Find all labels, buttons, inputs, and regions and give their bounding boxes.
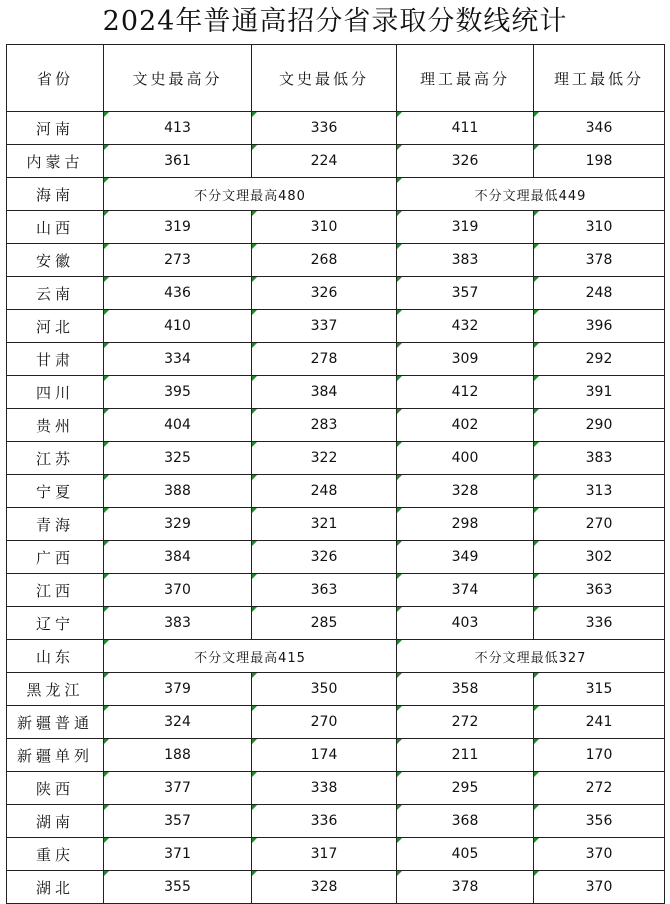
sci-min-cell: 383	[534, 442, 665, 475]
arts-min-cell: 384	[252, 376, 397, 409]
arts-max-cell: 379	[104, 673, 252, 706]
arts-max-cell: 371	[104, 838, 252, 871]
arts-max-cell: 188	[104, 739, 252, 772]
table-row	[7, 178, 665, 211]
arts-max-cell: 413	[104, 112, 252, 145]
arts-min-cell: 268	[252, 244, 397, 277]
header-sci-min: 理工最低分	[534, 45, 665, 112]
table-row	[7, 310, 665, 343]
sci-min-cell: 315	[534, 673, 665, 706]
arts-max-cell: 334	[104, 343, 252, 376]
province-cell: 江苏	[7, 442, 104, 475]
arts-min-cell: 338	[252, 772, 397, 805]
arts-max-cell: 357	[104, 805, 252, 838]
arts-max-cell: 410	[104, 310, 252, 343]
sci-max-cell: 432	[397, 310, 534, 343]
sci-max-cell: 368	[397, 805, 534, 838]
arts-max-cell: 384	[104, 541, 252, 574]
table-row	[7, 211, 665, 244]
province-cell: 青海	[7, 508, 104, 541]
table-row	[7, 343, 665, 376]
header-arts-max: 文史最高分	[104, 45, 252, 112]
sci-min-cell: 391	[534, 376, 665, 409]
merged-max-cell: 不分文理最高415	[104, 640, 397, 673]
merged-min-cell: 不分文理最低327	[397, 640, 665, 673]
header-province: 省份	[7, 45, 104, 112]
arts-min-cell: 278	[252, 343, 397, 376]
province-cell: 黑龙江	[7, 673, 104, 706]
table-row	[7, 409, 665, 442]
province-cell: 宁夏	[7, 475, 104, 508]
table-row	[7, 442, 665, 475]
arts-max-cell: 329	[104, 508, 252, 541]
province-cell: 重庆	[7, 838, 104, 871]
table-row	[7, 772, 665, 805]
sci-min-cell: 292	[534, 343, 665, 376]
sci-max-cell: 328	[397, 475, 534, 508]
arts-max-cell: 319	[104, 211, 252, 244]
sci-max-cell: 378	[397, 871, 534, 904]
arts-max-cell: 325	[104, 442, 252, 475]
province-cell: 山西	[7, 211, 104, 244]
header-row	[7, 45, 665, 112]
sci-max-cell: 402	[397, 409, 534, 442]
merged-min-cell: 不分文理最低449	[397, 178, 665, 211]
arts-min-cell: 224	[252, 145, 397, 178]
table-row	[7, 706, 665, 739]
province-cell: 甘肃	[7, 343, 104, 376]
sci-min-cell: 198	[534, 145, 665, 178]
arts-min-cell: 363	[252, 574, 397, 607]
header-sci-max: 理工最高分	[397, 45, 534, 112]
sci-max-cell: 295	[397, 772, 534, 805]
sci-min-cell: 290	[534, 409, 665, 442]
province-cell: 安徽	[7, 244, 104, 277]
sci-max-cell: 211	[397, 739, 534, 772]
sci-min-cell: 396	[534, 310, 665, 343]
arts-max-cell: 383	[104, 607, 252, 640]
table-row	[7, 244, 665, 277]
sci-max-cell: 383	[397, 244, 534, 277]
sci-max-cell: 403	[397, 607, 534, 640]
province-cell: 陕西	[7, 772, 104, 805]
sci-max-cell: 319	[397, 211, 534, 244]
sci-min-cell: 356	[534, 805, 665, 838]
table-row	[7, 475, 665, 508]
sci-max-cell: 272	[397, 706, 534, 739]
province-cell: 四川	[7, 376, 104, 409]
table-row	[7, 871, 665, 904]
sci-min-cell: 272	[534, 772, 665, 805]
arts-min-cell: 310	[252, 211, 397, 244]
arts-max-cell: 395	[104, 376, 252, 409]
arts-max-cell: 324	[104, 706, 252, 739]
arts-max-cell: 370	[104, 574, 252, 607]
page-title: 2024年普通高招分省录取分数线统计	[102, 6, 568, 37]
sci-max-cell: 411	[397, 112, 534, 145]
arts-min-cell: 326	[252, 277, 397, 310]
province-cell: 河北	[7, 310, 104, 343]
score-table	[6, 44, 665, 904]
arts-max-cell: 388	[104, 475, 252, 508]
table-row	[7, 112, 665, 145]
province-cell: 江西	[7, 574, 104, 607]
arts-max-cell: 377	[104, 772, 252, 805]
sci-min-cell: 248	[534, 277, 665, 310]
table-body	[7, 112, 665, 904]
table-row	[7, 640, 665, 673]
arts-min-cell: 321	[252, 508, 397, 541]
sci-min-cell: 310	[534, 211, 665, 244]
sci-max-cell: 405	[397, 838, 534, 871]
sci-max-cell: 349	[397, 541, 534, 574]
header-arts-min: 文史最低分	[252, 45, 397, 112]
province-cell: 山东	[7, 640, 104, 673]
arts-max-cell: 436	[104, 277, 252, 310]
province-cell: 新疆单列	[7, 739, 104, 772]
sci-max-cell: 400	[397, 442, 534, 475]
province-cell: 贵州	[7, 409, 104, 442]
table-row	[7, 607, 665, 640]
sci-min-cell: 336	[534, 607, 665, 640]
sci-min-cell: 170	[534, 739, 665, 772]
table-row	[7, 376, 665, 409]
sci-max-cell: 298	[397, 508, 534, 541]
sci-max-cell: 309	[397, 343, 534, 376]
sci-min-cell: 270	[534, 508, 665, 541]
sci-min-cell: 313	[534, 475, 665, 508]
arts-min-cell: 270	[252, 706, 397, 739]
arts-min-cell: 336	[252, 112, 397, 145]
province-cell: 内蒙古	[7, 145, 104, 178]
arts-min-cell: 336	[252, 805, 397, 838]
table-row	[7, 805, 665, 838]
province-cell: 云南	[7, 277, 104, 310]
arts-max-cell: 404	[104, 409, 252, 442]
arts-max-cell: 273	[104, 244, 252, 277]
arts-min-cell: 174	[252, 739, 397, 772]
sci-min-cell: 346	[534, 112, 665, 145]
table-row	[7, 739, 665, 772]
sci-max-cell: 357	[397, 277, 534, 310]
arts-min-cell: 350	[252, 673, 397, 706]
arts-min-cell: 317	[252, 838, 397, 871]
arts-min-cell: 248	[252, 475, 397, 508]
table-row	[7, 673, 665, 706]
sci-max-cell: 358	[397, 673, 534, 706]
sci-min-cell: 302	[534, 541, 665, 574]
province-cell: 广西	[7, 541, 104, 574]
sci-max-cell: 326	[397, 145, 534, 178]
arts-min-cell: 322	[252, 442, 397, 475]
table-row	[7, 838, 665, 871]
province-cell: 海南	[7, 178, 104, 211]
sci-max-cell: 412	[397, 376, 534, 409]
province-cell: 辽宁	[7, 607, 104, 640]
arts-max-cell: 355	[104, 871, 252, 904]
sci-min-cell: 370	[534, 871, 665, 904]
sci-max-cell: 374	[397, 574, 534, 607]
sci-min-cell: 241	[534, 706, 665, 739]
arts-min-cell: 283	[252, 409, 397, 442]
sci-min-cell: 370	[534, 838, 665, 871]
sci-min-cell: 378	[534, 244, 665, 277]
province-cell: 湖南	[7, 805, 104, 838]
sci-min-cell: 363	[534, 574, 665, 607]
province-cell: 湖北	[7, 871, 104, 904]
table-row	[7, 277, 665, 310]
table-row	[7, 508, 665, 541]
merged-max-cell: 不分文理最高480	[104, 178, 397, 211]
arts-min-cell: 337	[252, 310, 397, 343]
arts-max-cell: 361	[104, 145, 252, 178]
province-cell: 新疆普通	[7, 706, 104, 739]
arts-min-cell: 285	[252, 607, 397, 640]
table-row	[7, 541, 665, 574]
arts-min-cell: 326	[252, 541, 397, 574]
table-row	[7, 145, 665, 178]
table-row	[7, 574, 665, 607]
province-cell: 河南	[7, 112, 104, 145]
arts-min-cell: 328	[252, 871, 397, 904]
